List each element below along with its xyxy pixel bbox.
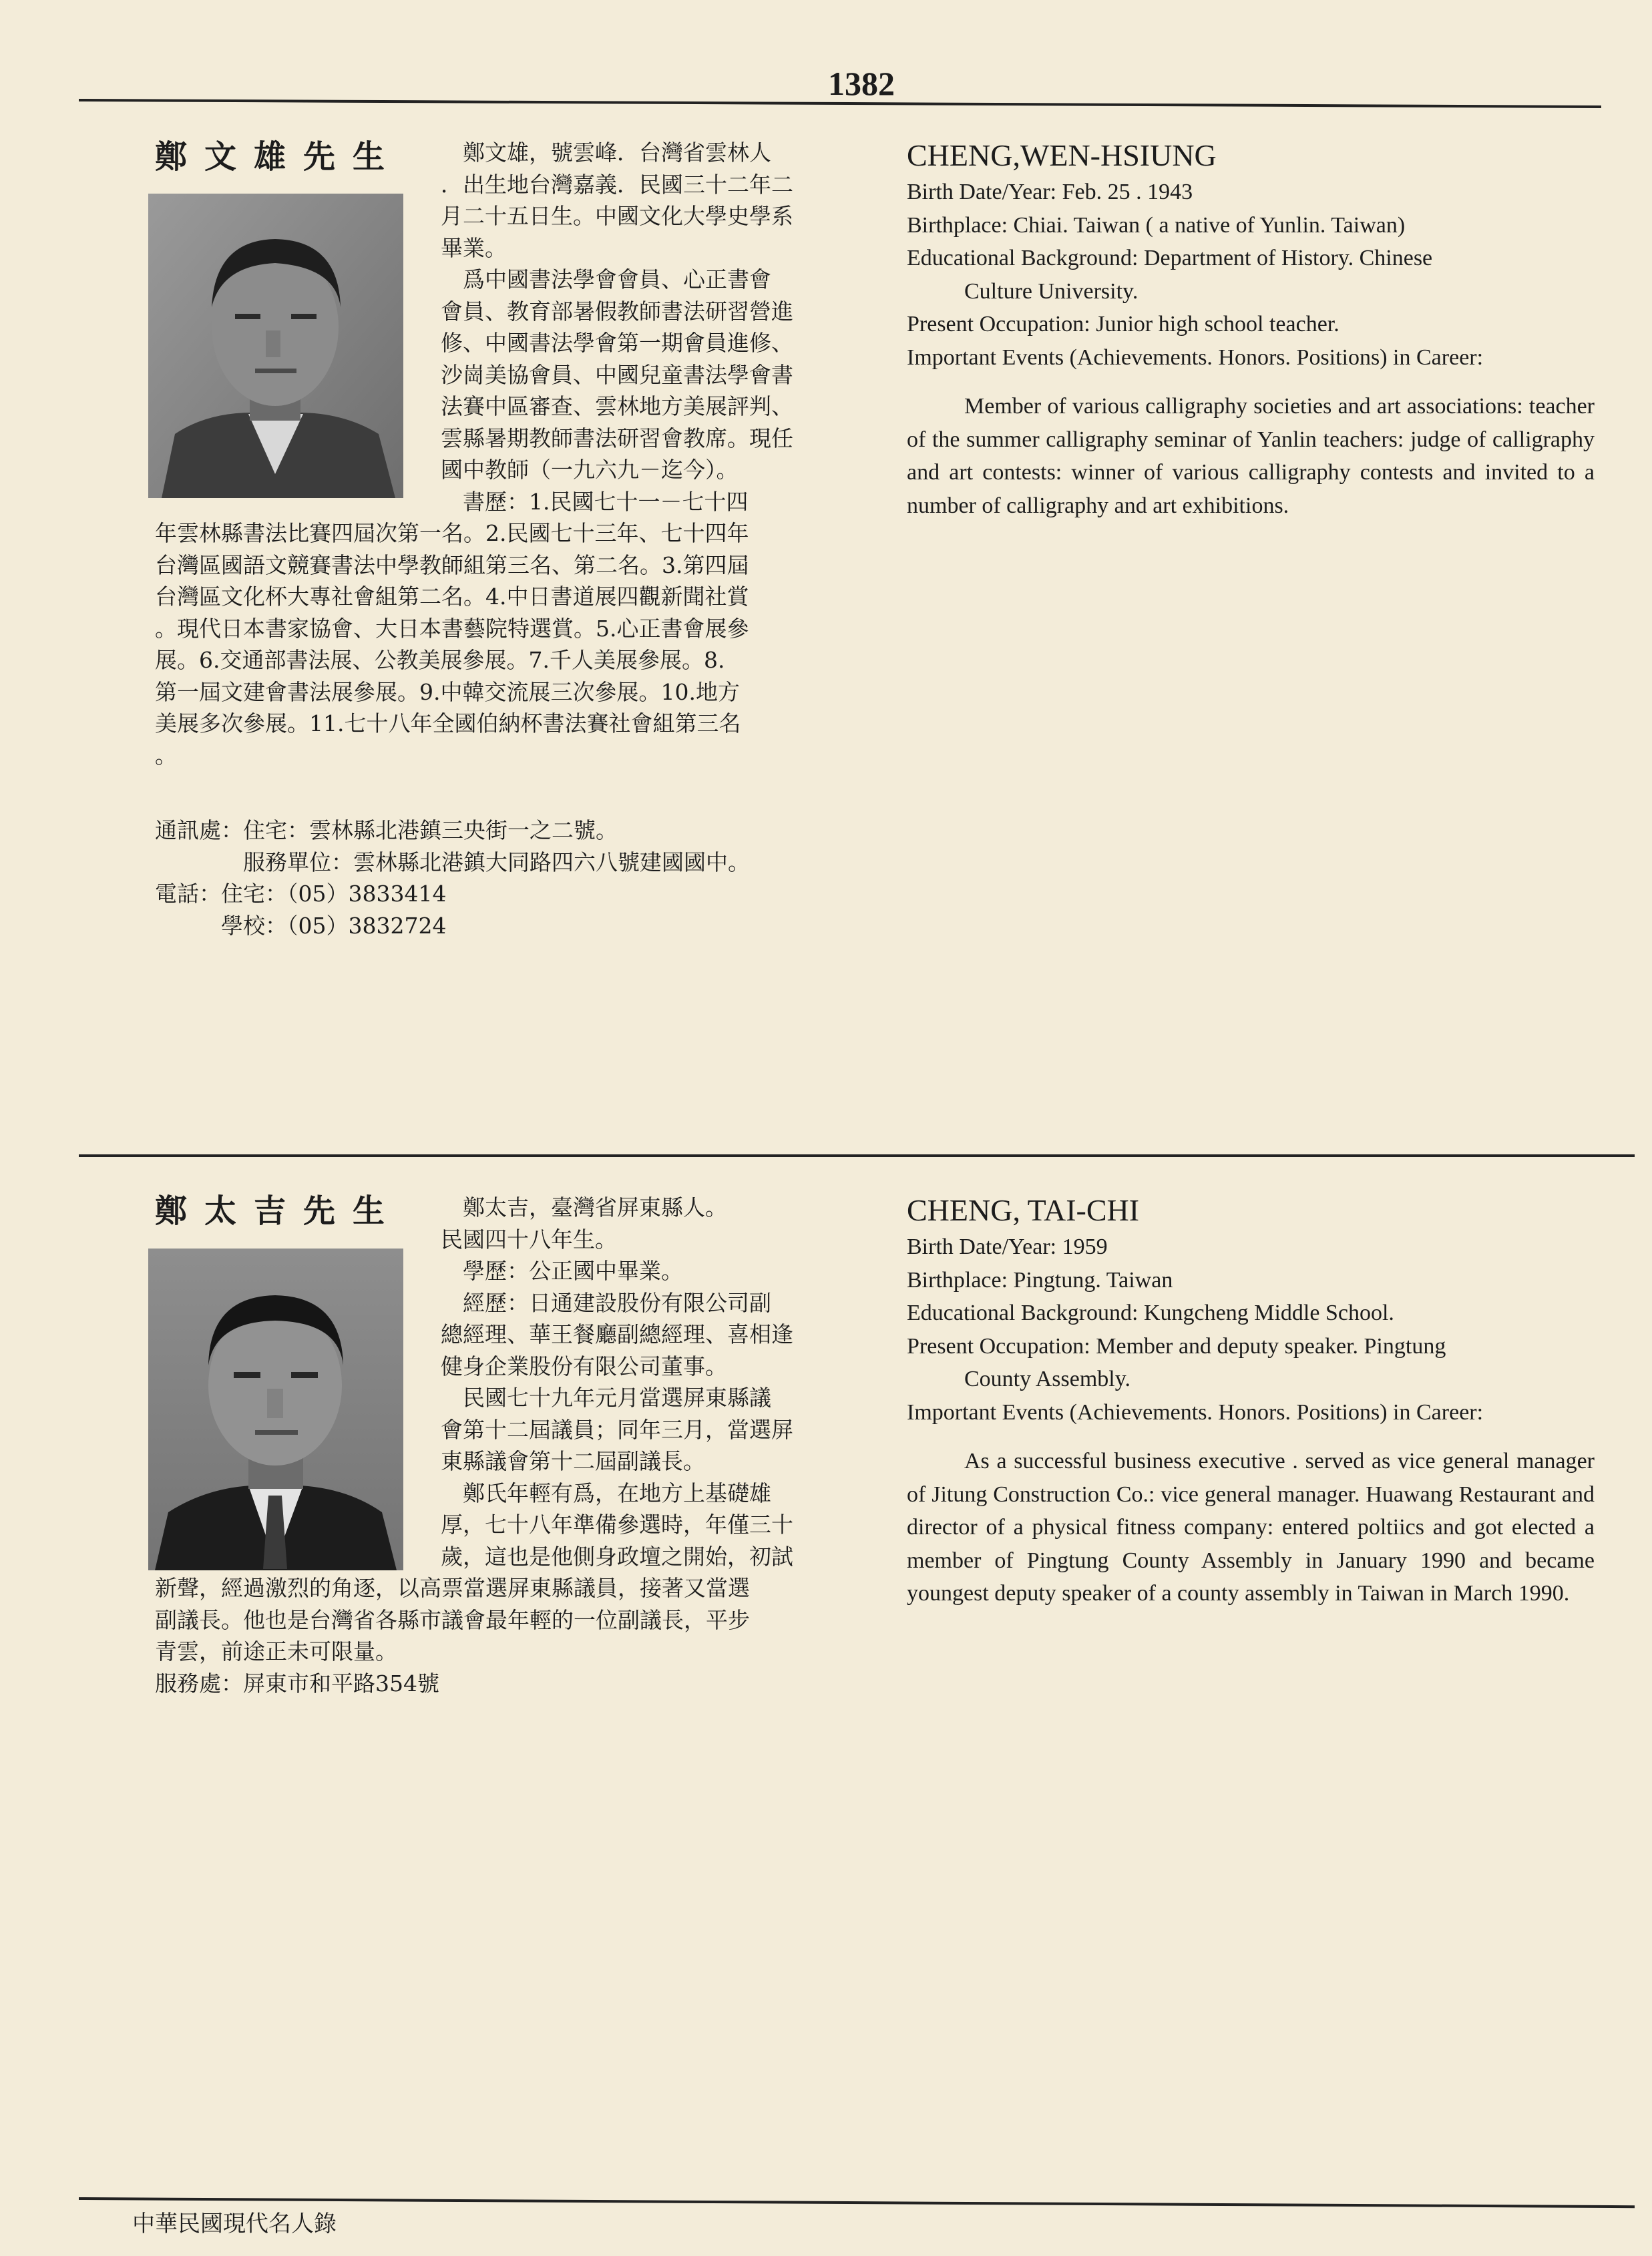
- zh-line: 沙崗美協會員、中國兒童書法學會書: [441, 361, 793, 388]
- en-field: Educational Background: Department of History. Chinese: [907, 246, 1433, 270]
- en-field: Birth Date/Year: 1959: [907, 1234, 1108, 1259]
- zh-line: 法賽中區審查、雲林地方美展評判、: [441, 393, 793, 419]
- zh-line: 台灣區文化杯大專社會組第二名。4.中日書道展四觀新聞社賞: [155, 584, 749, 610]
- zh-contact-line: 通訊處：住宅：雲林縣北港鎮三央街一之二號。: [155, 817, 618, 843]
- zh-line: 健身企業股份有限公司董事。: [441, 1353, 727, 1379]
- section-divider: [79, 1154, 1635, 1157]
- zh-line: 東縣議會第十二屆副議長。: [441, 1448, 705, 1474]
- zh-line: 美展多次參展。11.七十八年全國伯納杯書法賽社會組第三名: [155, 710, 741, 736]
- en-field-continuation: County Assembly.: [964, 1367, 1131, 1391]
- zh-line: 鄭氏年輕有爲，在地方上基礎雄: [441, 1480, 771, 1506]
- zh-line: 爲中國書法學會會員、心正書會: [441, 266, 771, 292]
- page-number: 1382: [828, 65, 895, 102]
- zh-line: 。現代日本書家協會、大日本書藝院特選賞。5.心正書會展參: [155, 615, 749, 642]
- zh-line: 學歷：公正國中畢業。: [441, 1258, 683, 1284]
- entry-2-en-name: CHENG, TAI-CHI: [907, 1193, 1140, 1227]
- zh-line: 鄭太吉，臺灣省屏東縣人。: [441, 1194, 727, 1220]
- entry-2-zh-name: 鄭太吉先生: [155, 1192, 403, 1230]
- zh-line: 。: [155, 742, 177, 768]
- zh-line: 台灣區國語文競賽書法中學教師組第三名、第二名。3.第四屆: [155, 551, 749, 578]
- zh-line: 會員、教育部暑假教師書法研習營進: [441, 298, 793, 324]
- zh-line: 服務處：屏東市和平路354號: [155, 1670, 439, 1697]
- entry-1-zh-bio-full: [155, 517, 749, 771]
- zh-line: 厚，七十八年準備參選時，年僅三十: [441, 1512, 793, 1538]
- entry-1-zh-name: 鄭文雄先生: [155, 138, 403, 176]
- entry-1-en-name: CHENG,WEN-HSIUNG: [907, 138, 1217, 172]
- en-field: Important Events (Achievements. Honors. Positions) in Career:: [907, 345, 1484, 370]
- zh-line: 國中教師（一九六九－迄今）。: [441, 457, 739, 483]
- zh-line: 月二十五日生。中國文化大學史學系: [441, 203, 793, 229]
- zh-contact-line: 學校：（05）3832724: [155, 912, 447, 939]
- zh-line: 雲縣暑期教師書法研習會教席。現任: [441, 425, 793, 451]
- zh-line: 青雲，前途正未可限量。: [155, 1638, 397, 1664]
- zh-line: 副議長。他也是台灣省各縣市議會最年輕的一位副議長，平步: [155, 1606, 750, 1633]
- zh-line: 會第十二屆議員；同年三月，當選屏: [441, 1416, 793, 1443]
- en-field: Birth Date/Year: Feb. 25 . 1943: [907, 180, 1193, 204]
- zh-contact-line: 電話：住宅：（05）3833414: [155, 881, 447, 907]
- zh-line: 書歷：1.民國七十一－七十四: [441, 488, 749, 515]
- en-field: Important Events (Achievements. Honors. Positions) in Career:: [907, 1399, 1484, 1425]
- entry-2-zh-bio-narrow: [441, 1192, 793, 1572]
- footer-book-title: 中華民國現代名人錄: [132, 2211, 337, 2237]
- entry-1-en-paragraph: Member of various calligraphy societies and art associations: teacher of the summer calligraphy seminar of Yanlin teachers: judge of calligraphy and art contests: winner of various calligraphy contests and invited to a number of calligraphy and art exhibitions.: [907, 394, 1595, 518]
- zh-line: 第一屆文建會書法展參展。9.中韓交流展三次參展。10.地方: [155, 678, 740, 705]
- zh-line: 歲，這也是他側身政壇之開始，初試: [441, 1543, 793, 1570]
- entry-1-zh-contact: [155, 815, 750, 941]
- zh-line: 總經理、華王餐廳副總經理、喜相逢: [441, 1321, 793, 1347]
- zh-line: 展。6.交通部書法展、公教美展參展。7.千人美展參展。8.: [155, 647, 725, 673]
- en-field: Educational Background: Kungcheng Middle School.: [907, 1301, 1394, 1325]
- zh-line: 經歷：日通建設股份有限公司副: [441, 1289, 771, 1316]
- zh-line: 畢業。: [441, 234, 507, 261]
- en-field-continuation: Culture University.: [964, 278, 1139, 304]
- zh-line: 修、中國書法學會第一期會員進修、: [441, 330, 793, 356]
- zh-line: 年雲林縣書法比賽四屆次第一名。2.民國七十三年、七十四年: [155, 520, 749, 546]
- zh-line: 鄭文雄，號雲峰．台灣省雲林人: [441, 140, 771, 166]
- entry-1-portrait-photo: [148, 194, 403, 498]
- entry-2-en-bio: [907, 1192, 1595, 1610]
- zh-line: ．出生地台灣嘉義．民國三十二年二: [441, 171, 793, 198]
- entry-2-en-paragraph: As a successful business executive . served as vice general manager of Jitung Construction Co.: vice general manager. Huawang Restaurant and director of a physical fitness company: entered poltiics and got elected a member of Pingtung County Assembly in January 1990 and became youngest deputy speaker of a county assembly in Taiwan in March 1990.: [907, 1449, 1595, 1606]
- entry-2-portrait-photo: [148, 1249, 403, 1570]
- entry-1-zh-bio-narrow: [441, 137, 793, 517]
- zh-contact-line: 服務單位：雲林縣北港鎮大同路四六八號建國國中。: [155, 849, 750, 875]
- zh-line: 民國四十八年生。: [441, 1226, 617, 1253]
- en-field: Birthplace: Pingtung. Taiwan: [907, 1267, 1173, 1293]
- en-field: Birthplace: Chiai. Taiwan ( a native of Yunlin. Taiwan): [907, 212, 1406, 238]
- zh-line: 新聲，經過激烈的角逐，以高票當選屏東縣議員，接著又當選: [155, 1575, 750, 1601]
- en-field: Present Occupation: Junior high school teacher.: [907, 312, 1339, 336]
- entry-2-zh-bio-full: [155, 1572, 750, 1699]
- zh-line: 民國七十九年元月當選屏東縣議: [441, 1385, 771, 1411]
- en-field: Present Occupation: Member and deputy speaker. Pingtung: [907, 1333, 1446, 1359]
- entry-1-en-bio: [907, 137, 1595, 522]
